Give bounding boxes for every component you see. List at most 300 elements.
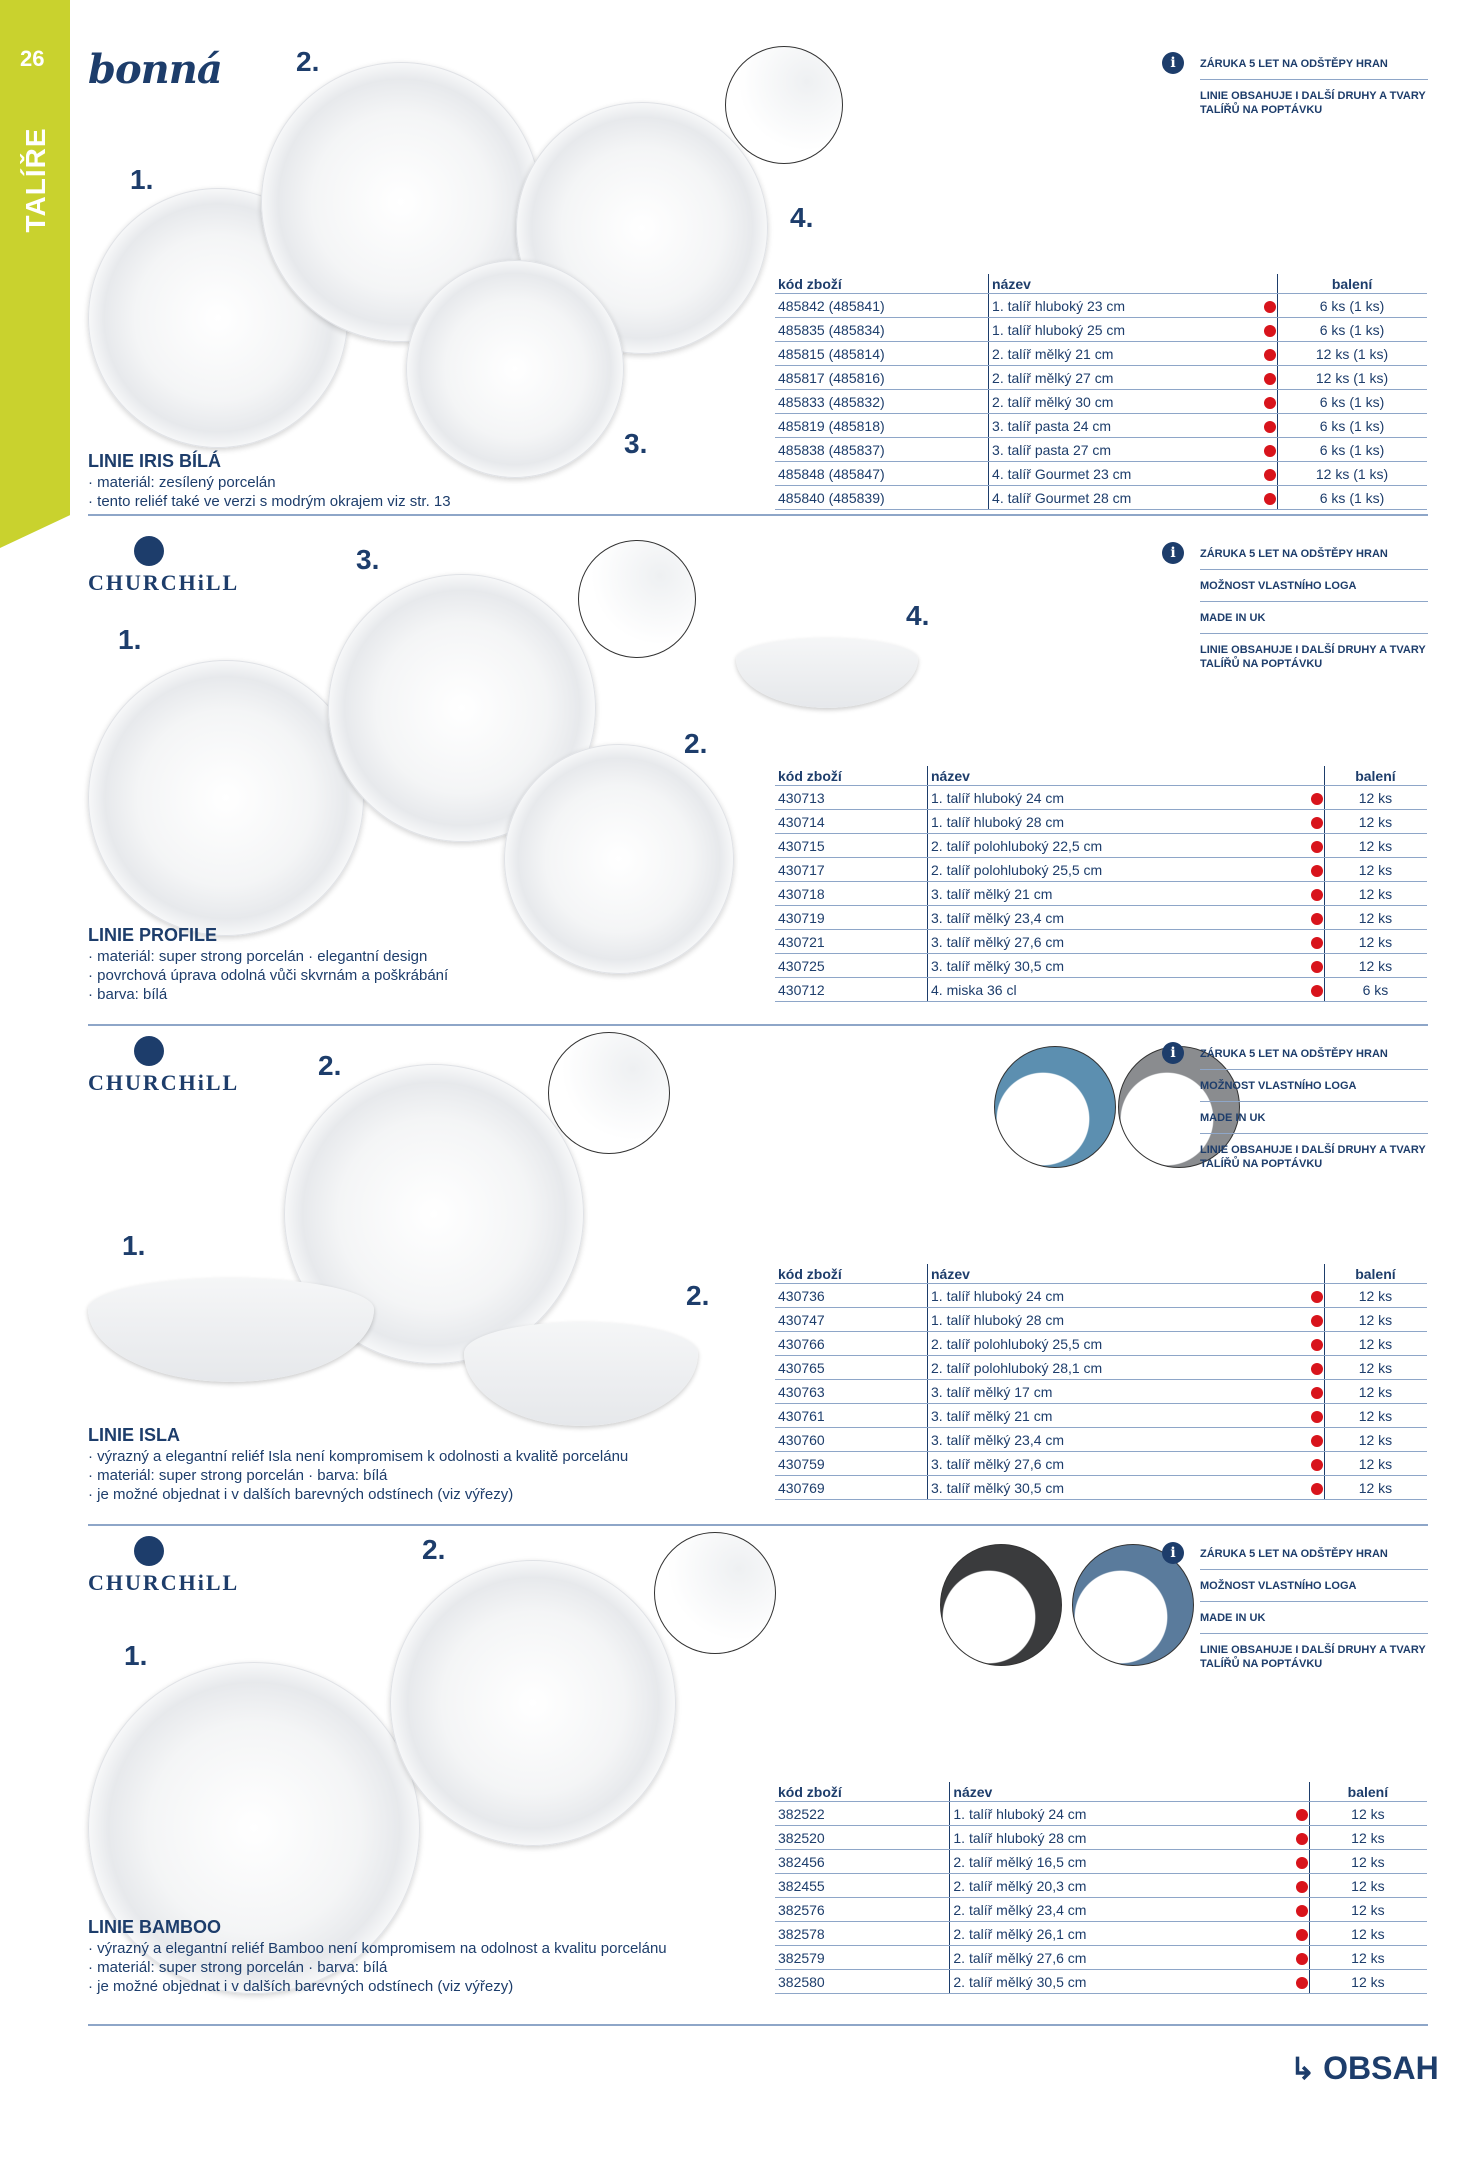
cell-name: 3. talíř mělký 23,4 cm xyxy=(928,906,1310,930)
info-line: MOŽNOST VLASTNÍHO LOGA xyxy=(1200,1576,1428,1602)
cell-code: 382520 xyxy=(775,1826,950,1850)
header-dot xyxy=(1310,1264,1325,1284)
cell-code: 430736 xyxy=(775,1284,928,1308)
detail-closeup-image xyxy=(725,46,843,164)
item-number: 4. xyxy=(906,600,930,631)
line-description xyxy=(88,926,688,1004)
cell-pack: 6 ks (1 ks) xyxy=(1278,486,1427,510)
product-table xyxy=(775,1264,1427,1500)
cell-name: 1. talíř hluboký 28 cm xyxy=(950,1826,1295,1850)
cell-name: 2. talíř polohluboký 28,1 cm xyxy=(928,1356,1310,1380)
availability-dot-icon xyxy=(1264,445,1276,457)
info-icon: i xyxy=(1162,1542,1184,1564)
cell-name: 1. talíř hluboký 28 cm xyxy=(928,1308,1310,1332)
availability-dot-icon xyxy=(1264,397,1276,409)
cell-code: 485833 (485832) xyxy=(775,390,989,414)
table-row xyxy=(775,1404,1427,1428)
availability-dot-cell xyxy=(1295,1922,1310,1946)
section-iris xyxy=(88,40,1428,516)
table-row xyxy=(775,1308,1427,1332)
availability-dot-icon xyxy=(1311,1435,1323,1447)
crest-icon xyxy=(134,1536,164,1566)
availability-dot-icon xyxy=(1264,493,1276,505)
info-box xyxy=(1170,1044,1428,1185)
arrow-icon: ↳ xyxy=(1290,2053,1316,2086)
header-code: kód zboží xyxy=(775,274,989,294)
cell-code: 430715 xyxy=(775,834,928,858)
cell-pack: 12 ks xyxy=(1309,1802,1427,1826)
cell-name: 2. talíř mělký 23,4 cm xyxy=(950,1898,1295,1922)
availability-dot-cell xyxy=(1263,294,1278,318)
availability-dot-icon xyxy=(1296,1905,1308,1917)
cell-code: 485840 (485839) xyxy=(775,486,989,510)
cell-name: 2. talíř mělký 16,5 cm xyxy=(950,1850,1295,1874)
availability-dot-cell xyxy=(1310,954,1325,978)
cell-pack: 12 ks xyxy=(1324,1284,1427,1308)
cell-pack: 12 ks xyxy=(1324,930,1427,954)
cell-name: 2. talíř mělký 20,3 cm xyxy=(950,1874,1295,1898)
table-row xyxy=(775,342,1427,366)
availability-dot-icon xyxy=(1264,349,1276,361)
availability-dot-icon xyxy=(1296,1809,1308,1821)
availability-dot-icon xyxy=(1311,1411,1323,1423)
cell-code: 430718 xyxy=(775,882,928,906)
availability-dot-cell xyxy=(1310,810,1325,834)
header-dot xyxy=(1295,1782,1310,1802)
cell-pack: 12 ks xyxy=(1324,1404,1427,1428)
section-isla xyxy=(88,1030,1428,1526)
availability-dot-icon xyxy=(1311,961,1323,973)
header-code: kód zboží xyxy=(775,766,928,786)
table-row xyxy=(775,1428,1427,1452)
line-description xyxy=(88,452,688,511)
item-number: 2. xyxy=(684,728,708,759)
availability-dot-cell xyxy=(1310,786,1325,810)
header-pack: balení xyxy=(1324,1264,1427,1284)
info-line: ZÁRUKA 5 LET NA ODŠTĚPY HRAN xyxy=(1200,54,1428,80)
availability-dot-cell xyxy=(1310,1404,1325,1428)
item-number: 1. xyxy=(130,164,154,195)
info-line: ZÁRUKA 5 LET NA ODŠTĚPY HRAN xyxy=(1200,1544,1428,1570)
line-title: LINIE ISLA xyxy=(88,1425,181,1445)
cell-name: 2. talíř mělký 30 cm xyxy=(989,390,1264,414)
info-line: MADE IN UK xyxy=(1200,1108,1428,1134)
availability-dot-icon xyxy=(1296,1881,1308,1893)
availability-dot-icon xyxy=(1296,1977,1308,1989)
info-icon: i xyxy=(1162,1042,1184,1064)
cell-pack: 12 ks xyxy=(1324,1332,1427,1356)
cell-pack: 12 ks xyxy=(1324,810,1427,834)
cell-pack: 12 ks xyxy=(1324,1356,1427,1380)
cell-pack: 12 ks xyxy=(1324,1452,1427,1476)
cell-pack: 12 ks xyxy=(1309,1946,1427,1970)
info-line: ZÁRUKA 5 LET NA ODŠTĚPY HRAN xyxy=(1200,544,1428,570)
bullet-text: · povrchová úprava odolná vůči skvrnám a poškrábání xyxy=(88,967,449,984)
info-icon: i xyxy=(1162,52,1184,74)
cell-pack: 6 ks (1 ks) xyxy=(1278,318,1427,342)
cell-name: 2. talíř mělký 27,6 cm xyxy=(950,1946,1295,1970)
section-profile xyxy=(88,530,1428,1026)
availability-dot-cell xyxy=(1295,1874,1310,1898)
cell-name: 3. talíř mělký 27,6 cm xyxy=(928,1452,1310,1476)
side-band xyxy=(0,0,70,548)
header-name: název xyxy=(928,1264,1310,1284)
item-number: 3. xyxy=(624,428,648,459)
header-code: kód zboží xyxy=(775,1264,928,1284)
cell-name: 1. talíř hluboký 25 cm xyxy=(989,318,1264,342)
cell-pack: 6 ks (1 ks) xyxy=(1278,294,1427,318)
contents-link[interactable] xyxy=(1290,2050,1439,2087)
info-box xyxy=(1170,1544,1428,1685)
availability-dot-cell xyxy=(1310,930,1325,954)
cell-pack: 6 ks (1 ks) xyxy=(1278,390,1427,414)
info-line: MOŽNOST VLASTNÍHO LOGA xyxy=(1200,1076,1428,1102)
table-row xyxy=(775,834,1427,858)
table-row xyxy=(775,1898,1427,1922)
cell-code: 430769 xyxy=(775,1476,928,1500)
info-line: LINIE OBSAHUJE I DALŠÍ DRUHY A TVARY TALÍŘŮ NA POPTÁVKU xyxy=(1200,644,1426,670)
availability-dot-icon xyxy=(1311,1363,1323,1375)
availability-dot-icon xyxy=(1311,889,1323,901)
availability-dot-cell xyxy=(1295,1898,1310,1922)
cell-name: 3. talíř mělký 23,4 cm xyxy=(928,1428,1310,1452)
availability-dot-icon xyxy=(1264,301,1276,313)
availability-dot-icon xyxy=(1311,793,1323,805)
cell-name: 3. talíř mělký 27,6 cm xyxy=(928,930,1310,954)
item-number: 1. xyxy=(122,1230,146,1261)
cell-pack: 12 ks xyxy=(1324,1476,1427,1500)
cell-pack: 12 ks xyxy=(1309,1874,1427,1898)
info-icon: i xyxy=(1162,542,1184,564)
cell-pack: 12 ks xyxy=(1324,858,1427,882)
cell-code: 382580 xyxy=(775,1970,950,1994)
line-title: LINIE BAMBOO xyxy=(88,1917,221,1937)
availability-dot-cell xyxy=(1263,414,1278,438)
cell-pack: 6 ks xyxy=(1324,978,1427,1002)
info-box xyxy=(1170,54,1428,131)
availability-dot-icon xyxy=(1311,1483,1323,1495)
item-number: 2. xyxy=(422,1534,446,1565)
product-table xyxy=(775,1782,1427,1994)
bullet-text: · materiál: zesílený porcelán xyxy=(88,474,276,491)
bullet-text: · výrazný a elegantní reliéf Bamboo není kompromisem na odolnost a kvalitu porcelánu xyxy=(88,1940,667,1957)
cell-code: 382455 xyxy=(775,1874,950,1898)
cell-code: 430766 xyxy=(775,1332,928,1356)
cell-code: 485817 (485816) xyxy=(775,366,989,390)
table-row xyxy=(775,390,1427,414)
availability-dot-cell xyxy=(1310,978,1325,1002)
table-row xyxy=(775,786,1427,810)
brand-logo xyxy=(88,1036,239,1096)
cell-pack: 12 ks xyxy=(1309,1922,1427,1946)
bullet-text: · materiál: super strong porcelán · barva: bílá xyxy=(88,1467,388,1484)
info-line: LINIE OBSAHUJE I DALŠÍ DRUHY A TVARY TALÍŘŮ NA POPTÁVKU xyxy=(1200,1144,1426,1170)
availability-dot-icon xyxy=(1296,1833,1308,1845)
availability-dot-icon xyxy=(1311,1291,1323,1303)
cell-name: 4. miska 36 cl xyxy=(928,978,1310,1002)
header-pack: balení xyxy=(1278,274,1427,294)
availability-dot-cell xyxy=(1263,462,1278,486)
bullet-text: · je možné objednat i v dalších barevných odstínech (viz výřezy) xyxy=(88,1486,514,1503)
availability-dot-icon xyxy=(1311,985,1323,997)
availability-dot-cell xyxy=(1310,1428,1325,1452)
table-row xyxy=(775,366,1427,390)
availability-dot-cell xyxy=(1310,1476,1325,1500)
bowl-image xyxy=(464,1322,698,1426)
cell-name: 1. talíř hluboký 24 cm xyxy=(950,1802,1295,1826)
availability-dot-icon xyxy=(1311,841,1323,853)
cell-name: 2. talíř polohluboký 25,5 cm xyxy=(928,858,1310,882)
item-number: 2. xyxy=(686,1280,710,1311)
availability-dot-icon xyxy=(1311,1459,1323,1471)
table-row xyxy=(775,486,1427,510)
table-row xyxy=(775,1802,1427,1826)
table-row xyxy=(775,1284,1427,1308)
plate-image xyxy=(88,660,364,936)
plate-image xyxy=(390,1560,676,1846)
cell-name: 1. talíř hluboký 23 cm xyxy=(989,294,1264,318)
header-name: název xyxy=(928,766,1310,786)
table-row xyxy=(775,1826,1427,1850)
availability-dot-cell xyxy=(1263,366,1278,390)
brand-name: CHURCHiLL xyxy=(88,570,240,595)
table-row xyxy=(775,1476,1427,1500)
availability-dot-cell xyxy=(1295,1802,1310,1826)
cell-name: 2. talíř mělký 21 cm xyxy=(989,342,1264,366)
cell-name: 3. talíř mělký 21 cm xyxy=(928,882,1310,906)
availability-dot-cell xyxy=(1295,1850,1310,1874)
info-line: LINIE OBSAHUJE I DALŠÍ DRUHY A TVARY TALÍŘŮ NA POPTÁVKU xyxy=(1200,90,1426,116)
availability-dot-icon xyxy=(1311,913,1323,925)
table-row xyxy=(775,954,1427,978)
table-row xyxy=(775,1970,1427,1994)
availability-dot-cell xyxy=(1310,1332,1325,1356)
page-number: 26 xyxy=(20,46,45,71)
cell-name: 4. talíř Gourmet 23 cm xyxy=(989,462,1264,486)
cell-pack: 12 ks xyxy=(1324,1380,1427,1404)
line-description xyxy=(88,1426,768,1504)
item-number: 1. xyxy=(124,1640,148,1671)
brand-logo: bonná xyxy=(88,46,222,93)
cell-pack: 12 ks xyxy=(1309,1826,1427,1850)
header-dot xyxy=(1263,274,1278,294)
availability-dot-cell xyxy=(1263,486,1278,510)
availability-dot-icon xyxy=(1264,421,1276,433)
detail-closeup-image xyxy=(654,1532,776,1654)
item-number: 4. xyxy=(790,202,814,233)
availability-dot-icon xyxy=(1311,817,1323,829)
cell-code: 430721 xyxy=(775,930,928,954)
table-row xyxy=(775,1874,1427,1898)
cell-pack: 6 ks (1 ks) xyxy=(1278,414,1427,438)
cell-pack: 12 ks xyxy=(1324,882,1427,906)
item-number: 3. xyxy=(356,544,380,575)
availability-dot-cell xyxy=(1310,1284,1325,1308)
cell-pack: 12 ks xyxy=(1324,954,1427,978)
cell-name: 1. talíř hluboký 28 cm xyxy=(928,810,1310,834)
table-row xyxy=(775,930,1427,954)
info-box xyxy=(1170,544,1428,685)
availability-dot-cell xyxy=(1295,1826,1310,1850)
item-number: 2. xyxy=(318,1050,342,1081)
availability-dot-icon xyxy=(1296,1929,1308,1941)
cell-pack: 12 ks (1 ks) xyxy=(1278,462,1427,486)
header-pack: balení xyxy=(1309,1782,1427,1802)
cell-pack: 12 ks xyxy=(1324,1428,1427,1452)
line-title: LINIE PROFILE xyxy=(88,925,218,945)
availability-dot-icon xyxy=(1264,373,1276,385)
table-row xyxy=(775,906,1427,930)
cell-code: 485819 (485818) xyxy=(775,414,989,438)
cell-name: 3. talíř mělký 30,5 cm xyxy=(928,954,1310,978)
bullet-text: · materiál: super strong porcelán · barva: bílá xyxy=(88,1959,388,1976)
cell-code: 430759 xyxy=(775,1452,928,1476)
bullet-text: · barva: bílá xyxy=(88,986,168,1003)
cell-code: 430712 xyxy=(775,978,928,1002)
cell-name: 2. talíř polohluboký 22,5 cm xyxy=(928,834,1310,858)
bullet-text: · výrazný a elegantní reliéf Isla není kompromisem k odolnosti a kvalitě porcelánu xyxy=(88,1448,629,1465)
table-row xyxy=(775,810,1427,834)
cell-name: 4. talíř Gourmet 28 cm xyxy=(989,486,1264,510)
table-row xyxy=(775,858,1427,882)
detail-closeup-image xyxy=(578,540,696,658)
availability-dot-cell xyxy=(1310,1308,1325,1332)
cell-pack: 12 ks xyxy=(1309,1898,1427,1922)
table-row xyxy=(775,1452,1427,1476)
cell-name: 2. talíř mělký 26,1 cm xyxy=(950,1922,1295,1946)
crest-icon xyxy=(134,1036,164,1066)
cell-code: 382522 xyxy=(775,1802,950,1826)
cell-code: 430714 xyxy=(775,810,928,834)
availability-dot-cell xyxy=(1310,858,1325,882)
cell-code: 485842 (485841) xyxy=(775,294,989,318)
cell-pack: 12 ks (1 ks) xyxy=(1278,366,1427,390)
product-table xyxy=(775,274,1427,510)
availability-dot-icon xyxy=(1264,469,1276,481)
brand-name: CHURCHiLL xyxy=(88,1070,240,1095)
cell-name: 1. talíř hluboký 24 cm xyxy=(928,1284,1310,1308)
bullet-text: · materiál: super strong porcelán · elegantní design xyxy=(88,948,428,965)
header-name: název xyxy=(950,1782,1295,1802)
cell-pack: 12 ks xyxy=(1309,1850,1427,1874)
cell-code: 485838 (485837) xyxy=(775,438,989,462)
table-row xyxy=(775,1380,1427,1404)
table-row xyxy=(775,1922,1427,1946)
availability-dot-icon xyxy=(1311,937,1323,949)
header-name: název xyxy=(989,274,1264,294)
cell-code: 382579 xyxy=(775,1946,950,1970)
cell-name: 3. talíř mělký 21 cm xyxy=(928,1404,1310,1428)
color-variant-dark-image xyxy=(940,1544,1062,1666)
item-number: 1. xyxy=(118,624,142,655)
availability-dot-cell xyxy=(1295,1946,1310,1970)
cell-code: 430761 xyxy=(775,1404,928,1428)
cell-code: 382578 xyxy=(775,1922,950,1946)
cell-name: 2. talíř mělký 27 cm xyxy=(989,366,1264,390)
brand-logo xyxy=(88,1536,239,1596)
section-bamboo xyxy=(88,1530,1428,2026)
bullet-text: · je možné objednat i v dalších barevných odstínech (viz výřezy) xyxy=(88,1978,514,1995)
brand-name: CHURCHiLL xyxy=(88,1570,240,1595)
info-line: MOŽNOST VLASTNÍHO LOGA xyxy=(1200,576,1428,602)
cell-code: 485848 (485847) xyxy=(775,462,989,486)
info-line: ZÁRUKA 5 LET NA ODŠTĚPY HRAN xyxy=(1200,1044,1428,1070)
cell-code: 430763 xyxy=(775,1380,928,1404)
cell-code: 430747 xyxy=(775,1308,928,1332)
bowl-image xyxy=(88,1278,374,1382)
bowl-image xyxy=(736,638,918,708)
header-pack: balení xyxy=(1324,766,1427,786)
table-row xyxy=(775,882,1427,906)
cell-pack: 6 ks (1 ks) xyxy=(1278,438,1427,462)
cell-name: 3. talíř pasta 24 cm xyxy=(989,414,1264,438)
cell-code: 430765 xyxy=(775,1356,928,1380)
cell-pack: 12 ks xyxy=(1309,1970,1427,1994)
availability-dot-icon xyxy=(1296,1953,1308,1965)
availability-dot-cell xyxy=(1310,1452,1325,1476)
plate-image xyxy=(406,260,624,478)
table-row xyxy=(775,1946,1427,1970)
cell-name: 2. talíř polohluboký 25,5 cm xyxy=(928,1332,1310,1356)
table-row xyxy=(775,414,1427,438)
availability-dot-cell xyxy=(1263,390,1278,414)
cell-name: 3. talíř mělký 17 cm xyxy=(928,1380,1310,1404)
cell-pack: 12 ks xyxy=(1324,786,1427,810)
cell-name: 2. talíř mělký 30,5 cm xyxy=(950,1970,1295,1994)
cell-pack: 12 ks (1 ks) xyxy=(1278,342,1427,366)
table-row xyxy=(775,318,1427,342)
availability-dot-cell xyxy=(1310,1380,1325,1404)
availability-dot-icon xyxy=(1311,1387,1323,1399)
availability-dot-icon xyxy=(1311,865,1323,877)
table-row xyxy=(775,294,1427,318)
cell-code: 430717 xyxy=(775,858,928,882)
cell-code: 430725 xyxy=(775,954,928,978)
availability-dot-icon xyxy=(1264,325,1276,337)
table-row xyxy=(775,1356,1427,1380)
cell-pack: 12 ks xyxy=(1324,834,1427,858)
header-code: kód zboží xyxy=(775,1782,950,1802)
cell-code: 485815 (485814) xyxy=(775,342,989,366)
header-dot xyxy=(1310,766,1325,786)
cell-pack: 12 ks xyxy=(1324,1308,1427,1332)
cell-code: 430713 xyxy=(775,786,928,810)
cell-name: 1. talíř hluboký 24 cm xyxy=(928,786,1310,810)
cell-code: 485835 (485834) xyxy=(775,318,989,342)
cell-pack: 12 ks xyxy=(1324,906,1427,930)
cell-code: 430760 xyxy=(775,1428,928,1452)
availability-dot-cell xyxy=(1310,1356,1325,1380)
cell-code: 382456 xyxy=(775,1850,950,1874)
bullet-text: · tento reliéf také ve verzi s modrým okrajem viz str. 13 xyxy=(88,493,451,510)
availability-dot-icon xyxy=(1311,1339,1323,1351)
table-row xyxy=(775,1332,1427,1356)
availability-dot-cell xyxy=(1310,834,1325,858)
line-description xyxy=(88,1918,768,1996)
color-variant-blue-image xyxy=(994,1046,1116,1168)
detail-closeup-image xyxy=(548,1032,670,1154)
availability-dot-cell xyxy=(1263,318,1278,342)
cell-code: 430719 xyxy=(775,906,928,930)
crest-icon xyxy=(134,536,164,566)
info-line: LINIE OBSAHUJE I DALŠÍ DRUHY A TVARY TALÍŘŮ NA POPTÁVKU xyxy=(1200,1644,1426,1670)
info-line: MADE IN UK xyxy=(1200,608,1428,634)
availability-dot-icon xyxy=(1296,1857,1308,1869)
availability-dot-cell xyxy=(1263,438,1278,462)
availability-dot-cell xyxy=(1295,1970,1310,1994)
table-row xyxy=(775,438,1427,462)
table-row xyxy=(775,1850,1427,1874)
